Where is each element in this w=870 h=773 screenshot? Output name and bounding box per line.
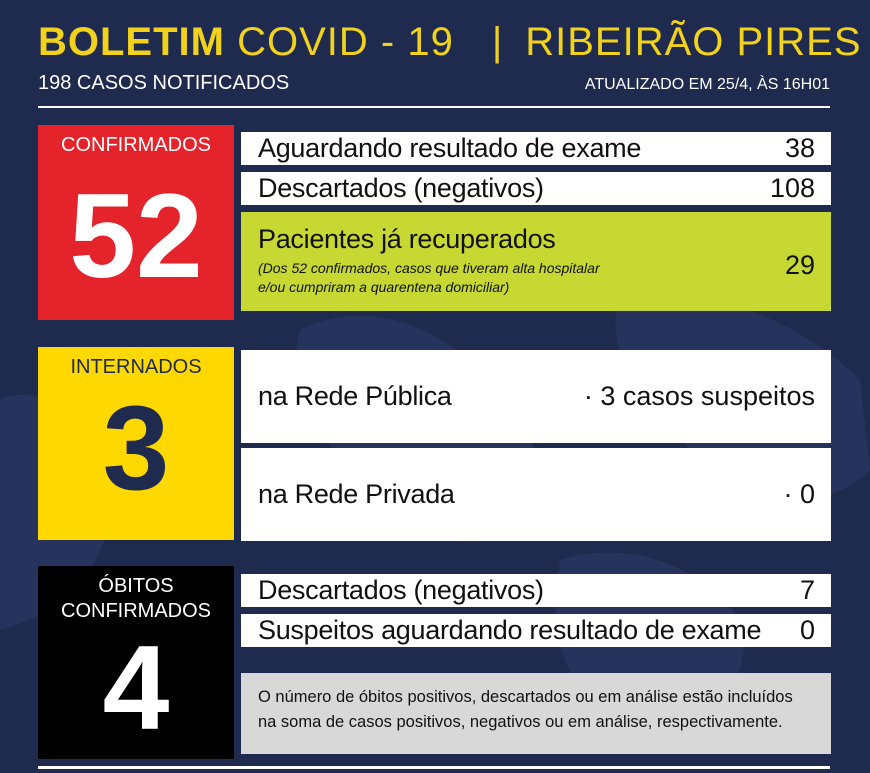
public-network-row xyxy=(241,350,831,443)
confirmed-label: CONFIRMADOS xyxy=(61,134,211,156)
private-network-row xyxy=(241,448,831,541)
updated-timestamp: ATUALIZADO EM 25/4, ÀS 16H01 xyxy=(584,76,830,93)
recovered-row xyxy=(241,212,831,311)
deaths-note-line2: na soma de casos positivos, negativos ou em análise, respectivamente. xyxy=(258,713,783,731)
row-value: 0 xyxy=(799,615,815,645)
deaths-note-line1: O número de óbitos positivos, descartados ou em análise estão incluídos xyxy=(258,688,793,706)
deaths-suspected-row xyxy=(241,614,831,647)
deaths-label-line1: ÓBITOS xyxy=(98,575,174,597)
discarded-row xyxy=(241,172,831,205)
deaths-count: 4 xyxy=(102,621,170,755)
header-divider xyxy=(38,106,830,108)
deaths-note xyxy=(241,673,831,754)
row-value: 38 xyxy=(784,133,815,163)
recovered-note xyxy=(258,259,600,297)
notified-count: 198 CASOS NOTIFICADOS xyxy=(38,72,290,94)
row-label: Descartados (negativos) xyxy=(258,173,544,203)
hospitalized-box xyxy=(38,347,234,540)
row-value: 108 xyxy=(769,173,815,203)
row-value: · 0 xyxy=(783,479,815,509)
footer-divider xyxy=(38,766,830,769)
deaths-discarded-row xyxy=(241,574,831,607)
awaiting-results-row xyxy=(241,132,831,165)
title-separator: | xyxy=(491,20,504,64)
deaths-label-line2: CONFIRMADOS xyxy=(61,600,211,622)
title-covid: COVID - 19 xyxy=(237,20,454,64)
deaths-label xyxy=(38,566,234,624)
recovered-value: 29 xyxy=(784,250,815,280)
row-label: Suspeitos aguardando resultado de exame xyxy=(258,615,762,645)
recovered-label: Pacientes já recuperados xyxy=(258,224,556,254)
row-label: Descartados (negativos) xyxy=(258,575,544,605)
city-name: RIBEIRÃO PIRES xyxy=(525,20,862,64)
recovered-note-line1: (Dos 52 confirmados, casos que tiveram alta hospitalar xyxy=(258,260,600,276)
bulletin-title xyxy=(38,20,862,65)
row-value: · 3 casos suspeitos xyxy=(583,381,815,411)
confirmed-count: 52 xyxy=(69,169,203,303)
recovered-note-line2: e/ou cumpriram a quarentena domiciliar) xyxy=(258,279,510,295)
row-label: na Rede Pública xyxy=(258,381,452,411)
row-label: Aguardando resultado de exame xyxy=(258,133,642,163)
row-label: na Rede Privada xyxy=(258,479,455,509)
title-bold: BOLETIM xyxy=(38,20,225,64)
deaths-box xyxy=(38,566,234,759)
confirmed-box xyxy=(38,125,234,320)
hospitalized-label: INTERNADOS xyxy=(70,356,202,378)
hospitalized-count: 3 xyxy=(102,381,170,515)
row-value: 7 xyxy=(799,575,815,605)
